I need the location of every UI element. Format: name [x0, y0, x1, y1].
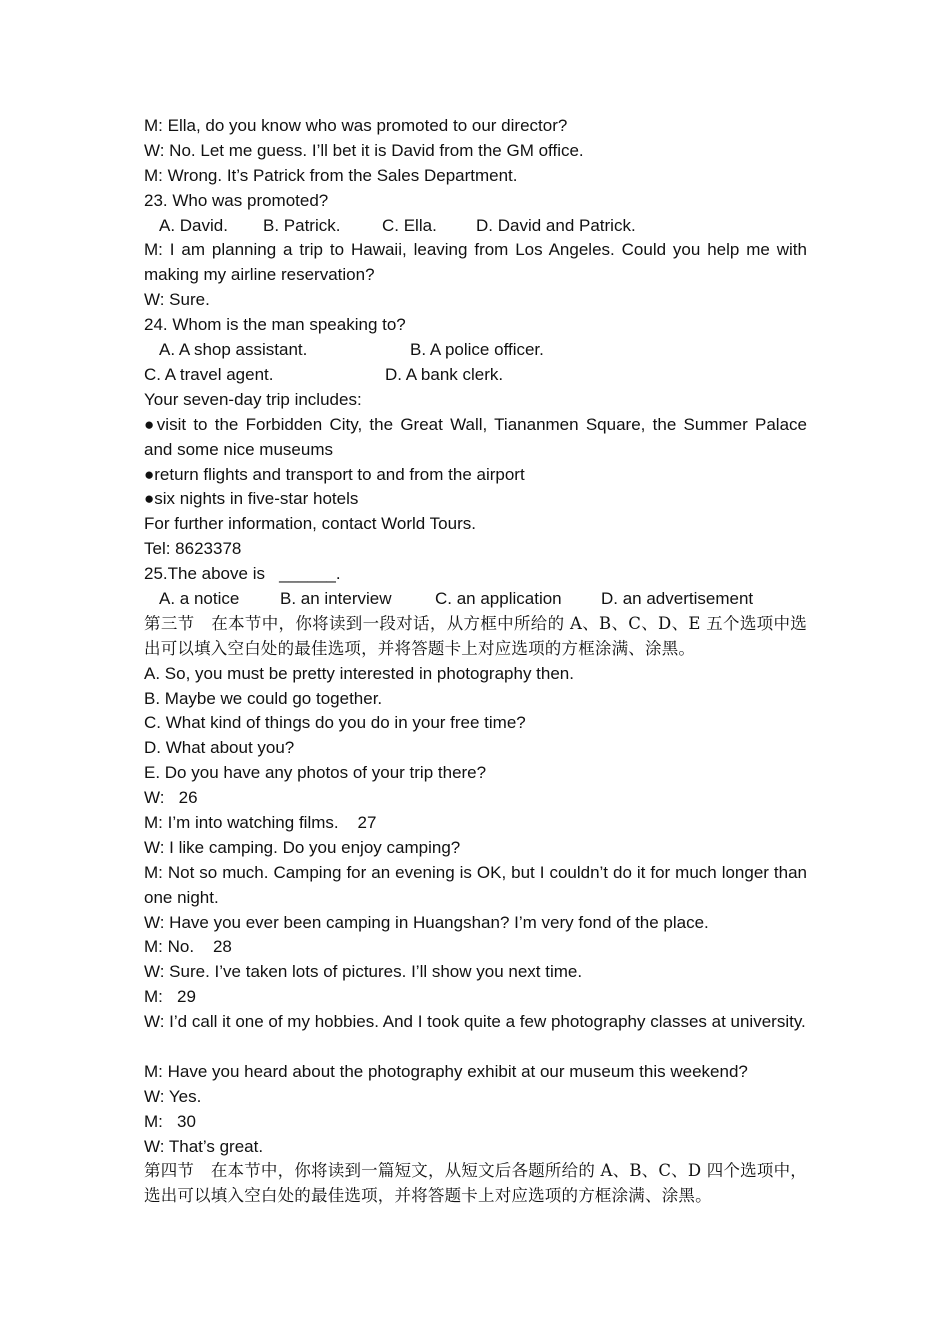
option-b: B. an interview	[280, 588, 392, 608]
dialogue-line: M: Wrong. It’s Patrick from the Sales Department.	[144, 165, 518, 185]
section-3-option: A. So, you must be pretty interested in photography then.	[144, 663, 574, 683]
section-3-instructions: 第三节 在本节中，你将读到一段对话，从方框中所给的 A、B、C、D、E 五个选项中选出可以填入空白处的最佳选项，并将答题卡上对应选项的方框涂满、涂黑。	[144, 613, 807, 658]
dialogue-line: W: Have you ever been camping in Huangshan? I’m very fond of the place.	[144, 912, 709, 932]
option-d: D. David and Patrick.	[476, 215, 636, 235]
question-23: 23. Who was promoted?	[144, 190, 329, 210]
section-3-option: C. What kind of things do you do in your free time?	[144, 713, 526, 733]
question-24: 24. Whom is the man speaking to?	[144, 315, 406, 335]
dialogue-line: W: 26	[144, 788, 198, 808]
section-3-option: D. What about you?	[144, 738, 295, 758]
option-a: A. A shop assistant.	[159, 340, 308, 360]
dialogue-line: W: I like camping. Do you enjoy camping?	[144, 837, 461, 857]
dialogue-line: M: Not so much. Camping for an evening is OK, but I couldn’t do it for much longer than one night.	[144, 862, 807, 907]
option-c: C. Ella.	[382, 215, 437, 235]
dialogue-line: W: Sure. I’ve taken lots of pictures. I’ll show you next time.	[144, 962, 583, 982]
option-b: B. Patrick.	[263, 215, 341, 235]
dialogue-line: W: Yes.	[144, 1086, 202, 1106]
question-23-options	[144, 214, 807, 239]
dialogue-line: M: Ella, do you know who was promoted to our director?	[144, 116, 568, 135]
ad-bullet: ●return flights and transport to and from the airport	[144, 464, 525, 484]
section-3-option: B. Maybe we could go together.	[144, 688, 383, 708]
option-d: D. A bank clerk.	[385, 364, 504, 384]
document-page	[144, 114, 807, 1209]
question-24-options-row2	[144, 363, 807, 388]
section-3-option: E. Do you have any photos of your trip there?	[144, 763, 487, 783]
question-25: 25.The above is ______.	[144, 564, 341, 584]
option-c: C. A travel agent.	[144, 364, 274, 384]
ad-bullet: ●six nights in five-star hotels	[144, 489, 359, 509]
dialogue-line: W: Sure.	[144, 290, 210, 310]
dialogue-line: W: No. Let me guess. I’ll bet it is David from the GM office.	[144, 140, 584, 160]
dialogue-line: W: I’d call it one of my hobbies. And I took quite a few photography classes at university.	[144, 1012, 806, 1032]
ad-tel: Tel: 8623378	[144, 539, 242, 559]
option-b: B. A police officer.	[410, 340, 544, 360]
option-a: A. a notice	[159, 588, 240, 608]
dialogue-line: M: I am planning a trip to Hawaii, leaving from Los Angeles. Could you help me with making my airline reservation?	[144, 240, 807, 285]
dialogue-line: M: 30	[144, 1111, 196, 1131]
dialogue-line: M: No. 28	[144, 937, 232, 957]
option-c: C. an application	[435, 588, 562, 608]
question-25-options	[144, 587, 807, 612]
dialogue-line: M: 29	[144, 987, 196, 1007]
dialogue-line: W: That’s great.	[144, 1136, 264, 1156]
dialogue-line: M: Have you heard about the photography exhibit at our museum this weekend?	[144, 1061, 748, 1081]
question-24-options-row1	[144, 338, 807, 363]
option-d: D. an advertisement	[601, 588, 754, 608]
dialogue-line: M: I’m into watching films. 27	[144, 812, 377, 832]
section-4-instructions: 第四节 在本节中，你将读到一篇短文，从短文后各题所给的 A、B、C、D 四个选项中，选出可以填入空白处的最佳选项，并将答题卡上对应选项的方框涂满、涂黑。	[144, 1161, 807, 1206]
ad-intro: Your seven-day trip includes:	[144, 389, 362, 409]
ad-bullet: ●visit to the Forbidden City, the Great Wall, Tiananmen Square, the Summer Palace and some nice museums	[144, 414, 807, 459]
option-a: A. David.	[159, 215, 228, 235]
ad-contact: For further information, contact World Tours.	[144, 514, 476, 534]
